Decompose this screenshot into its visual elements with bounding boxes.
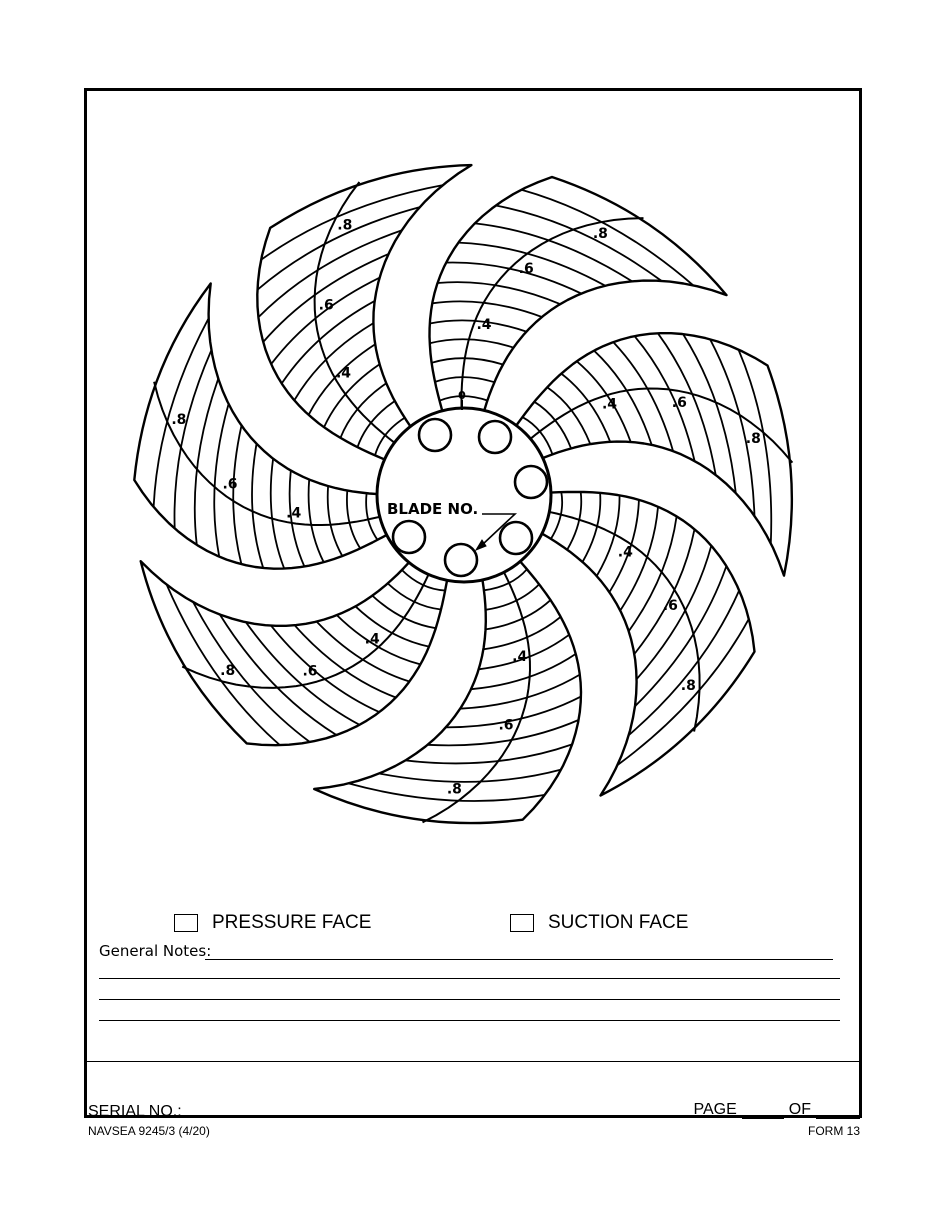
of-label: OF	[788, 1101, 811, 1118]
hub-bolt-hole	[479, 421, 511, 453]
pressure-face-option[interactable]	[174, 912, 371, 934]
radius-label: .6	[662, 597, 678, 614]
blade-outline	[141, 556, 449, 746]
hub-bolt-hole	[500, 522, 532, 554]
suction-face-checkbox[interactable]	[510, 914, 534, 932]
radius-label: .6	[302, 663, 318, 680]
radius-label: .8	[680, 678, 696, 695]
propeller-blade-diagram	[84, 88, 862, 888]
general-notes-label: General Notes:	[99, 942, 212, 960]
radius-label: .4	[617, 544, 633, 561]
notes-line-4[interactable]	[99, 1020, 840, 1021]
serial-number-label: SERIAL NO.:	[88, 1103, 182, 1120]
notes-line-2[interactable]	[99, 978, 840, 979]
reference-mark-label: 0	[458, 389, 466, 402]
radius-label: .4	[335, 365, 352, 382]
radius-label: .4	[364, 631, 380, 648]
radius-label: .8	[745, 430, 761, 447]
radius-label: .6	[518, 261, 534, 278]
pressure-face-label: PRESSURE FACE	[212, 912, 372, 933]
radius-label: .8	[592, 225, 608, 242]
radius-label: .8	[337, 217, 353, 234]
radius-label: .4	[476, 316, 492, 333]
serial-number-field	[88, 1101, 390, 1121]
notes-line-1[interactable]	[205, 959, 833, 960]
radius-label: .8	[446, 781, 462, 798]
form-identifier: NAVSEA 9245/3 (4/20)	[88, 1124, 210, 1138]
page-of-field	[694, 1101, 861, 1119]
hub-bolt-hole	[445, 544, 477, 576]
suction-face-option[interactable]	[510, 912, 688, 934]
radius-label: .6	[671, 394, 687, 411]
pressure-face-checkbox[interactable]	[174, 914, 198, 932]
radius-label: .4	[512, 648, 528, 665]
hub-bolt-hole	[515, 466, 547, 498]
radius-label: .6	[318, 297, 334, 314]
form-number: FORM 13	[807, 1124, 860, 1138]
hub-bolt-hole	[393, 521, 425, 553]
hub-bolt-hole	[419, 419, 451, 451]
radius-label: .6	[222, 476, 238, 493]
blade-number-label: BLADE NO.	[387, 500, 479, 518]
page-label: PAGE	[693, 1101, 737, 1118]
suction-face-label: SUCTION FACE	[548, 912, 689, 933]
radius-label: .8	[171, 412, 187, 429]
radius-label: .8	[220, 663, 236, 680]
page-number-blank[interactable]	[742, 1104, 784, 1119]
footer-divider	[84, 1061, 862, 1062]
serial-number-blank[interactable]	[184, 1101, 390, 1116]
radius-label: .4	[601, 396, 618, 413]
notes-line-3[interactable]	[99, 999, 840, 1000]
radius-label: .6	[498, 717, 514, 734]
page-total-blank[interactable]	[816, 1104, 860, 1119]
radius-label: .4	[286, 505, 302, 522]
propeller-blade	[141, 556, 449, 746]
